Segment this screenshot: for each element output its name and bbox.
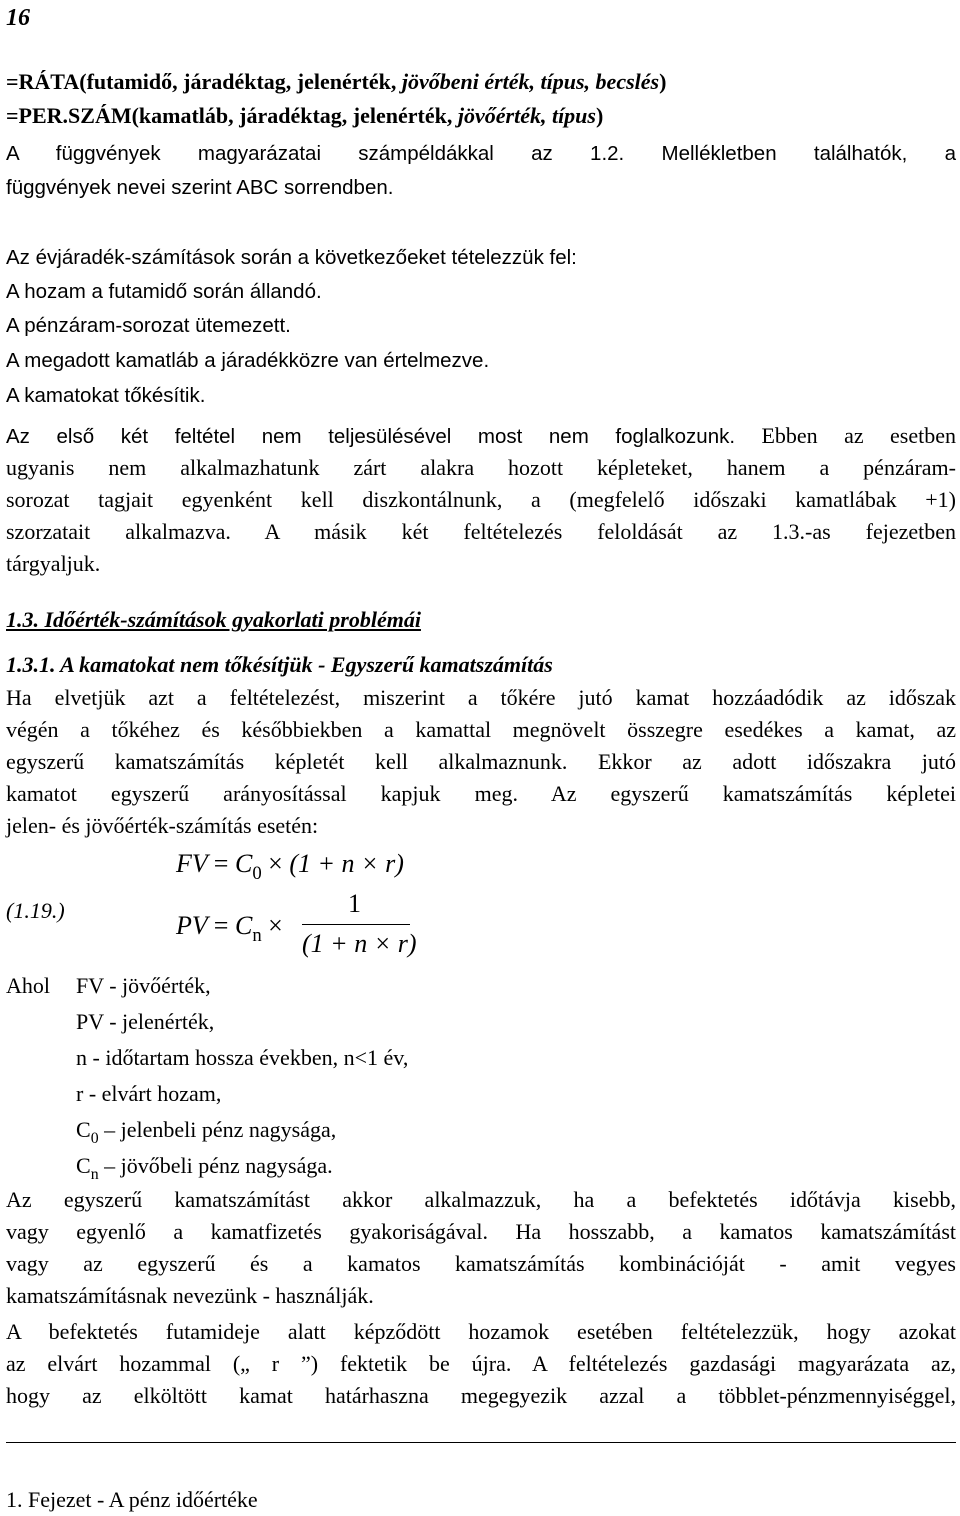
pv-symbol: PV	[176, 911, 208, 940]
pv-c-subscript: n	[252, 924, 262, 946]
pv-c-symbol: C	[234, 911, 253, 940]
intro-line-1: A függvények magyarázatai számpéldákkal az 1.2. Mellékletben találhatók, a	[6, 142, 956, 165]
equation-number: (1.19.)	[6, 898, 65, 923]
para2-line-3: egyszerű kamatszámítás képletét kell alkalmaznunk. Ekkor az adott időszakra jutó	[6, 749, 956, 774]
para1-line-5: tárgyaljuk.	[6, 551, 101, 576]
para2-line-1: Ha elvetjük azt a feltételezést, miszerint a tőkére jutó kamat hozzáadódik az időszak	[6, 685, 956, 710]
cn-symbol: C	[76, 1153, 91, 1178]
definition-pv: PV - jelenérték,	[76, 1009, 215, 1034]
definition-n: n - időtartam hossza években, n<1 év,	[76, 1045, 409, 1070]
para4-line-1: A befektetés futamideje alatt képződött hozamok esetében feltételezzük, hogy azokat	[6, 1319, 956, 1344]
assumption-2: A pénzáram-sorozat ütemezett.	[6, 314, 291, 337]
perszam-formula-line	[6, 100, 956, 132]
pv-numerator: 1	[348, 889, 361, 918]
pv-equation-lhs	[176, 910, 283, 945]
rata-formula-line	[6, 66, 956, 98]
footer-divider	[6, 1442, 956, 1443]
para1-line-3: sorozat tagjait egyenként kell diszkontálnunk, a (megfelelő időszaki kamatlábak +1)	[6, 487, 956, 512]
assumption-4: A kamatokat tőkésítik.	[6, 384, 206, 407]
perszam-formula-text: =PER.SZÁM(kamatláb, járadéktag, jelenérték,	[6, 103, 458, 128]
para4-line-3: hogy az elköltött kamat határhaszna megegyezik azzal a többlet-pénzmennyiséggel,	[6, 1383, 956, 1408]
cn-subscript: n	[90, 1165, 99, 1183]
pv-times-sign: ×	[268, 911, 283, 940]
intro-line-2: függvények nevei szerint ABC sorrendben.	[6, 176, 394, 199]
definitions-ahol: Ahol	[6, 973, 50, 998]
assumption-1: A hozam a futamidő során állandó.	[6, 280, 322, 303]
fv-c-symbol: C	[234, 849, 253, 878]
para1-line-2: ugyanis nem alkalmazhatunk zárt alakra hozott képleteket, hanem a pénzáram-	[6, 455, 956, 480]
fv-parenthesis-term: (1 + n × r)	[289, 849, 404, 878]
para2-line-4: kamatot egyszerű arányosítással kapjuk meg. Az egyszerű kamatszámítás képletei	[6, 781, 956, 806]
pv-denominator: (1 + n × r)	[302, 929, 417, 958]
document-page	[6, 0, 956, 1514]
definition-fv: FV - jövőérték,	[76, 973, 211, 998]
cn-description: – jövőbeli pénz nagysága.	[98, 1153, 333, 1178]
fv-equals-sign: =	[213, 849, 229, 878]
c0-description: – jelenbeli pénz nagysága,	[98, 1117, 337, 1142]
para2-line-5: jelen- és jövőérték-számítás esetén:	[6, 813, 319, 838]
para2-line-2: végén a tőkéhez és későbbiekben a kamattal megnövelt összegre esedékes a kamat, az	[6, 717, 956, 742]
assumption-3: A megadott kamatláb a járadékközre van értelmezve.	[6, 349, 490, 372]
fv-times-sign: ×	[268, 849, 283, 878]
fv-equation	[176, 848, 404, 883]
page-footer: 1. Fejezet - A pénz időértéke	[6, 1487, 258, 1512]
para1-first-rest: Ebben az esetben	[735, 423, 957, 448]
definition-cn	[76, 1150, 333, 1185]
rata-formula-text: =RÁTA(futamidő, járadéktag, jelenérték,	[6, 69, 402, 94]
fv-c-subscript: 0	[252, 862, 262, 884]
fv-symbol: FV	[176, 849, 208, 878]
para3-line-4: kamatszámításnak nevezünk - használják.	[6, 1283, 374, 1308]
definition-c0	[76, 1114, 336, 1149]
para3-line-2: vagy egyenlő a kamatfizetés gyakoriságával. Ha hosszabb, a kamatos kamatszámítást	[6, 1219, 956, 1244]
rata-formula-close: )	[659, 69, 667, 94]
rata-formula-optional-args: jövőbeni érték, típus, becslés	[401, 69, 660, 94]
para1-line-1	[6, 420, 956, 453]
c0-subscript: 0	[90, 1129, 99, 1147]
assumptions-intro: Az évjáradék-számítások során a következőeket tételezzük fel:	[6, 246, 577, 269]
page-number: 16	[6, 5, 30, 31]
section-heading: 1.3. Időérték-számítások gyakorlati problémái	[6, 607, 421, 632]
definition-r: r - elvárt hozam,	[76, 1081, 222, 1106]
perszam-formula-optional-args: jövőérték, típus	[457, 103, 596, 128]
para1-sans-sentence: Az első két feltétel nem teljesülésével most nem foglalkozunk.	[6, 425, 736, 448]
pv-equals-sign: =	[213, 911, 229, 940]
subsection-heading: 1.3.1. A kamatokat nem tőkésítjük - Egyszerű kamatszámítás	[6, 652, 553, 677]
para4-line-2: az elvárt hozammal („ r ”) fektetik be újra. A feltételezés gazdasági magyarázata az,	[6, 1351, 956, 1376]
perszam-formula-close: )	[595, 103, 604, 128]
para3-line-3: vagy az egyszerű és a kamatos kamatszámítás kombinációját - amit vegyes	[6, 1251, 956, 1276]
pv-fraction-bar	[302, 924, 410, 925]
c0-symbol: C	[76, 1117, 91, 1142]
para3-line-1: Az egyszerű kamatszámítást akkor alkalmazzuk, ha a befektetés időtávja kisebb,	[6, 1187, 956, 1212]
para1-line-4: szorzatait alkalmazva. A másik két feltételezés feloldását az 1.3.-as fejezetben	[6, 519, 956, 544]
